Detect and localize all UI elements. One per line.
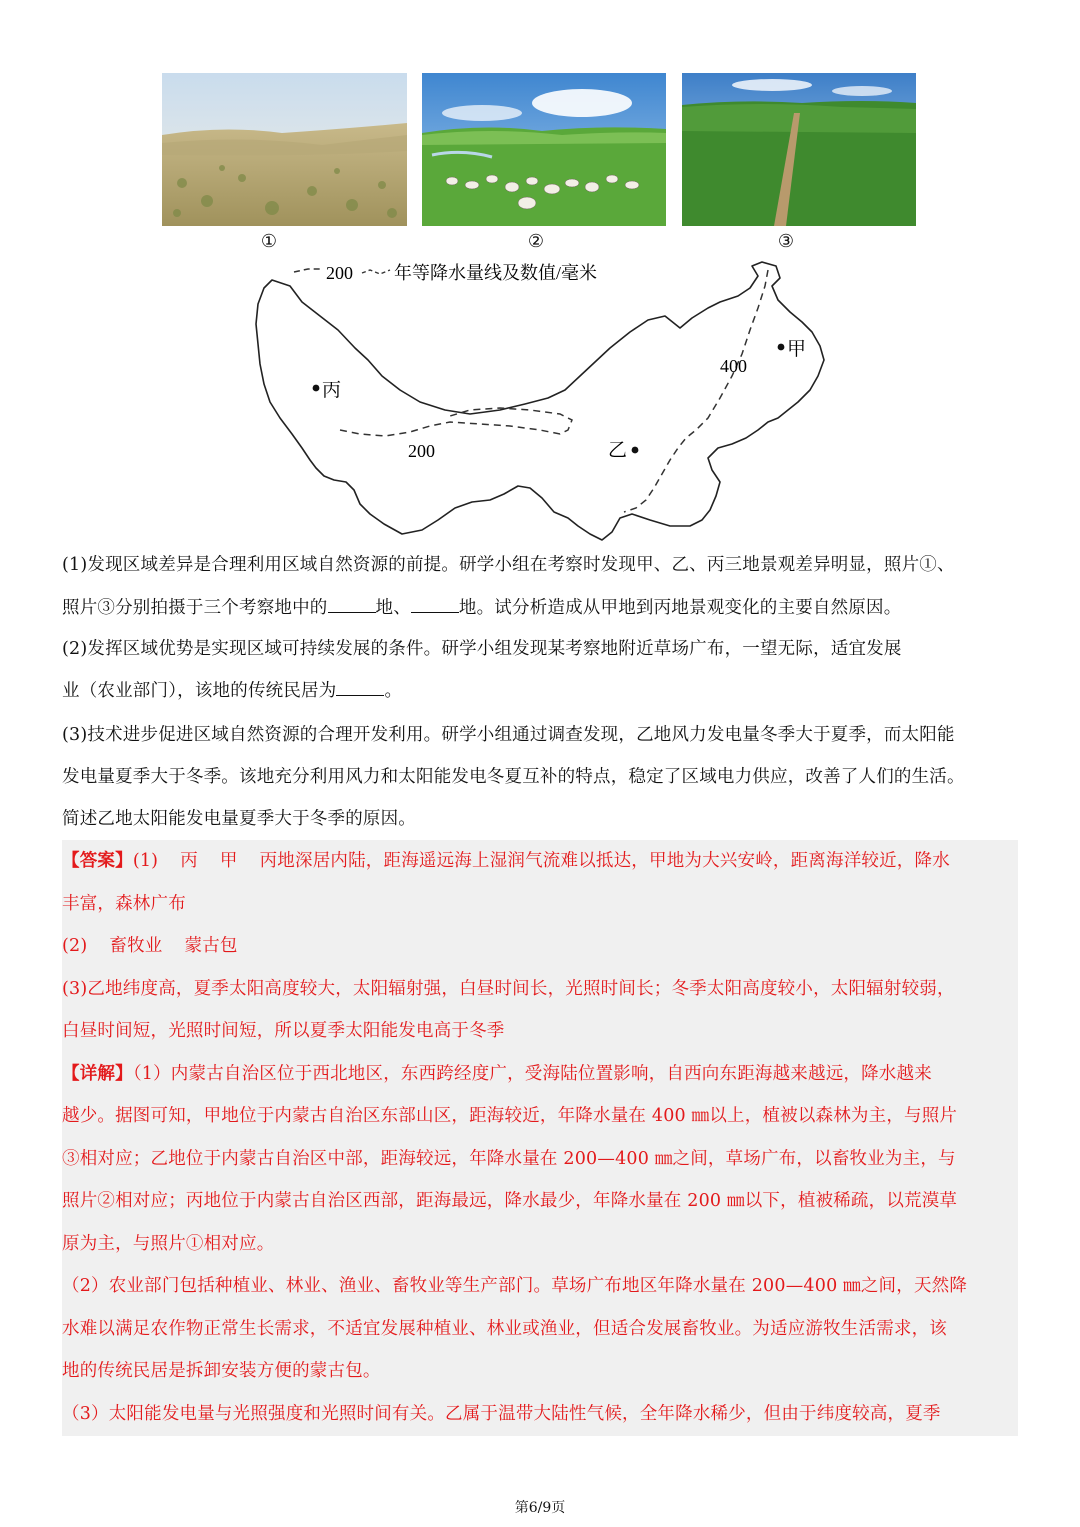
question-1-line-1: (1)发现区域差异是合理利用区域自然资源的前提。研学小组在考察时发现甲、乙、丙三地景观差异明显，照片①、	[62, 555, 955, 575]
place-jia-dot	[778, 344, 785, 351]
place-yi-dot	[632, 447, 639, 454]
answer-blank-2[interactable]	[411, 594, 459, 613]
forest-road-icon	[682, 73, 916, 226]
detail-1-line-2: 越少。据图可知，甲地位于内蒙古自治区东部山区，距海较近，年降水量在 400 ㎜以上，植被以森林为主，与照片	[62, 1106, 958, 1126]
answer-blank-3[interactable]	[902, 636, 938, 654]
answer-1-line-2: 丰富，森林广布	[62, 894, 186, 914]
photo-grassland-sheep	[422, 73, 666, 226]
question-2-line-1: (2)发挥区域优势是实现区域可持续发展的条件。研学小组发现某考察地附近草场广布，一望无际，适宜发展	[62, 628, 1032, 670]
detail-1-line-1: 【详解】（1）内蒙古自治区位于西北地区，东西跨经度广，受海陆位置影响，自西向东距海越来越远，降水越来	[62, 1064, 932, 1084]
answer-2-line: (2) 畜牧业 蒙古包	[62, 936, 238, 956]
answer-tag: 【答案】	[62, 851, 133, 871]
photo-desert-steppe	[162, 73, 407, 226]
photo-forest-road	[682, 73, 916, 226]
region-outline	[256, 262, 824, 540]
question-3-line-2: 发电量夏季大于冬季。该地充分利用风力和太阳能发电冬夏互补的特点，稳定了区域电力供应，改善了人们的生活。	[62, 767, 965, 787]
detail-tag: 【详解】	[62, 1064, 133, 1084]
detail-2-line-2: 水难以满足农作物正常生长需求，不适宜发展种植业、林业或渔业，但适合发展畜牧业。为适应游牧生活需求，该	[62, 1319, 947, 1339]
photo-label-3: ③	[777, 231, 795, 252]
answer-3-line-1: (3)乙地纬度高，夏季太阳高度较大，太阳辐射强，白昼时间长，光照时间长；冬季太阳高度较小，太阳辐射较弱，	[62, 979, 955, 999]
legend-value: 200	[326, 263, 353, 283]
answer-blank-4[interactable]	[336, 677, 384, 696]
detail-1-line-4: 照片②相对应；丙地位于内蒙古自治区西部，距海最远，降水最少，年降水量在 200 ㎜以下，植被稀疏，以荒漠草	[62, 1191, 958, 1211]
desert-steppe-icon	[162, 73, 407, 226]
legend-text: 年等降水量线及数值/毫米	[394, 263, 597, 283]
photo-label-1: ①	[260, 231, 278, 252]
answer-3-line-2: 白昼时间短，光照时间短，所以夏季太阳能发电高于冬季	[62, 1021, 505, 1041]
question-3-line-3: 简述乙地太阳能发电量夏季大于冬季的原因。	[62, 809, 416, 829]
place-yi-label: 乙	[608, 439, 628, 461]
question-1-line-2: 照片③分别拍摄于三个考察地中的 地、 地。试分析造成从甲地到丙地景观变化的主要自然原因。	[62, 587, 1032, 629]
photo-label-2: ②	[527, 231, 545, 252]
answer-1-line-1: 【答案】(1) 丙 甲 丙地深居内陆，距海遥远海上湿润气流难以抵达，甲地为大兴安岭，距离海洋较近，降水	[62, 851, 950, 871]
page-number: 第6/9页	[514, 1500, 566, 1516]
contour-label-200: 200	[408, 441, 435, 461]
detail-2-line-3: 地的传统民居是拆卸安装方便的蒙古包。	[62, 1361, 381, 1381]
place-bing-dot	[313, 385, 320, 392]
place-bing-label: 丙	[322, 379, 342, 401]
contour-label-400: 400	[720, 356, 747, 376]
detail-2-line-1: （2）农业部门包括种植业、林业、渔业、畜牧业等生产部门。草场广布地区年降水量在 200—400 ㎜之间，天然降	[62, 1276, 968, 1296]
legend-line	[294, 269, 320, 272]
place-jia-label: 甲	[787, 338, 807, 360]
detail-1-line-3: ③相对应；乙地位于内蒙古自治区中部，距海较远，年降水量在 200—400 ㎜之间，草场广布，以畜牧业为主，与	[62, 1149, 956, 1169]
detail-3-line-1: （3）太阳能发电量与光照强度和光照时间有关。乙属于温带大陆性气候，全年降水稀少，但由于纬度较高，夏季	[62, 1404, 941, 1424]
question-2-line-2: 业（农业部门），该地的传统民居为 。	[62, 670, 1032, 712]
detail-1-line-5: 原为主，与照片①相对应。	[62, 1234, 275, 1254]
question-3-line-1: (3)技术进步促进区域自然资源的合理开发利用。研学小组通过调查发现，乙地风力发电量冬季大于夏季，而太阳能	[62, 725, 955, 745]
inner-mongolia-precipitation-map	[250, 258, 840, 543]
answer-blank-1[interactable]	[328, 594, 376, 613]
contour-400	[624, 270, 768, 512]
grassland-sheep-icon	[422, 73, 666, 226]
